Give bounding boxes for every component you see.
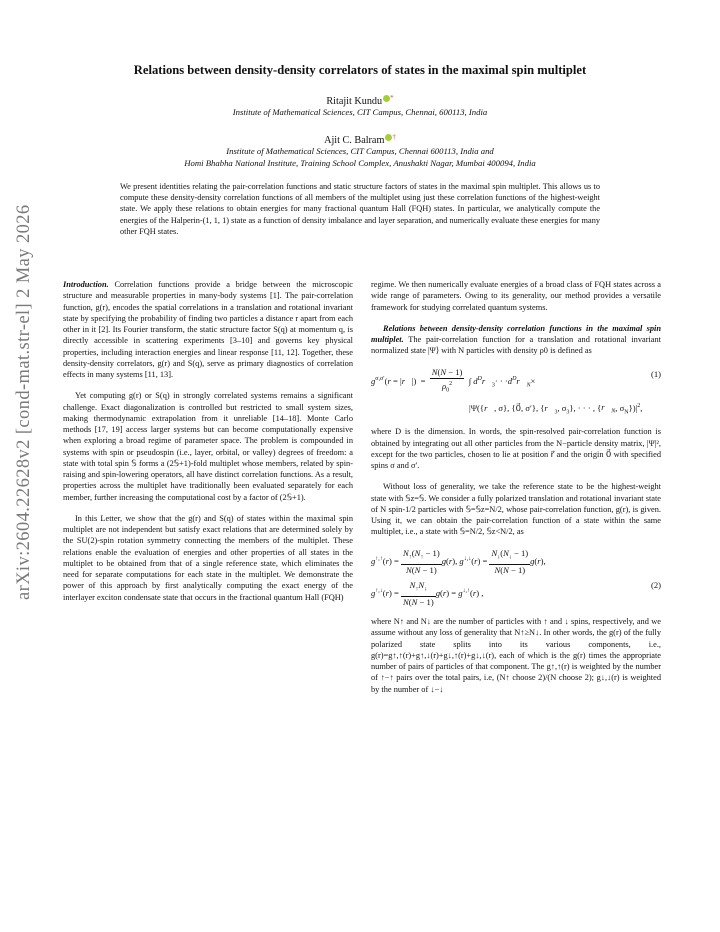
author-1-affiliation: Institute of Mathematical Sciences, CIT Campus, Chennai, 600113, India bbox=[232, 107, 488, 117]
abstract: We present identities relating the pair-correlation functions and static structure factors of states in the maximal spin multiplet. This allows us to compute these density-density correlation functions of all members of the multiplet using just these correlation functions of the highest-weight state. We apply these relations to obtain energies for many fractional quantum Hall (FQH) states. In particular, we analytically compute the energies of the Halperin-(1, 1, 1) state as a function of density imbalance and layer separation, and numerically evaluate these energies for many other FQH states. bbox=[120, 182, 600, 236]
author-2-marker: † bbox=[392, 133, 396, 141]
equation-1: $g^{\sigma,\sigma'}(r$ = |r⃗|) = $\frac{N(N - 1)}{\rho_0^2}$ ∫ $d^Dr⃗_3\cdot$ · $\cdot d^Dr⃗_N\times$ |Ψ({r⃗, σ}, {0⃗, σ′}, {$r⃗_3$, $\sigma_3$}, · · · , {$r⃗_N$, $\sigma_N\})|^2$, (1) bbox=[371, 366, 661, 416]
paragraph-3: In this Letter, we show that the g(r) and S(q) of states within the maximal spin multiplet are not independent but satisfy exact relations that are determined solely by the SU(2)-spin rotation symmetry connecting the members of the multiplet. These relations enable the evaluation of energies and other properties of all states in the multiplet to be obtained from that of a single reference state, which eliminates the need for separate computations for each state in the multiplet. We demonstrate the power of this approach by first analytically computing the exact energy of the interlayer exciton condensate state that occurs in the fractional quantum Hall (FQH) bbox=[63, 513, 353, 602]
section-text: The pair-correlation function for a translation and rotational invariant normalized state |Ψ⟩ with N particles with density ρ0 is defined as bbox=[371, 335, 662, 356]
section-lead-introduction: Introduction. bbox=[63, 280, 109, 289]
left-column bbox=[63, 279, 353, 613]
paragraph-after-eq2: where N↑ and N↓ are the number of particles with ↑ and ↓ spins, respectively, and we assume without any loss of generality that N↑≥N↓. In other words, the g(r) of the fully polarized state splits into its various components, i.e., g(r)=g↑,↑(r)+g↑,↓(r)+g↓,↑(r)+g↓,↓(r), each of which is the g(r) times the appropriate number of pairs of particles of that component. The g↑,↑(r) is weighted by the number of ↑−↑ pairs over the total pairs, i.e, (N↑ choose 2)/(N choose 2); g↓,↓(r) is weighted by the number of ↓−↓ bbox=[371, 617, 661, 694]
right-column bbox=[371, 279, 661, 705]
equation-1-number: (1) bbox=[650, 368, 661, 379]
equation-2: g↑,↑(r) = $\frac{N_↑(N_↑ - 1)}{N(N - 1)}$ g(r), g↓,↓(r) = $\frac{N_↓(N_↓ - 1)}{N(N - 1)}$ g(r), g↑,↓(r) = $\frac{N_↑N_↓}{N(N - 1)}$ g(r) = g↓,↑(r) , (2) bbox=[371, 547, 661, 607]
paragraph-general: Without loss of generality, we take the reference state to be the highest-weight state with 𝕊z=𝕊. We consider a fully polarized translation and rotational invariant state of N spin-1/2 particles with 𝕊=𝕊z=N/2, whose pair-correlation function, g(r), is given. Using it, we can obtain the pair-correlation function of a state within the same multiplet, i.e., a state with 𝕊=N/2, 𝕊z<N/2, as bbox=[371, 482, 661, 537]
intro-paragraph bbox=[63, 279, 353, 380]
paragraph-after-eq1: where D is the dimension. In words, the spin-resolved pair-correlation function is obtained by integrating out all other particles from the N−particle density matrix, |Ψ|², except for the two particles, chosen to lie at position r⃗ and the origin 0⃗ with specified spins σ and σ′. bbox=[371, 427, 661, 471]
author-2 bbox=[0, 133, 720, 146]
author-1 bbox=[0, 94, 720, 107]
section-paragraph bbox=[371, 323, 661, 357]
paragraph-2: Yet computing g(r) or S(q) in strongly correlated systems remains a significant challenge. Exact diagonalization is controlled but restricted to small system sizes, making thermodynamic extrapolation from it unreliable [14–18]. Monte Carlo methods [17, 19] access larger systems but can become computationally expensive when exploring a broad regime of parameter space. The problem is compounded in systems with spin or pseudospin (i.e., layer, orbital, or valley) degrees of freedom: a state with total spin 𝕊 forms a (2𝕊+1)-fold multiplet whose members, related by spin-raising and spin-lowering operators, all have distinct correlation functions. As a result, properties across the multiplet have traditionally been evaluated separately for each member, further increasing the computational cost by a factor of (2𝕊+1). bbox=[63, 391, 353, 502]
author-2-name: Ajit C. Balram bbox=[324, 135, 385, 146]
author-2-affiliation-1: Institute of Mathematical Sciences, CIT Campus, Chennai 600113, India and bbox=[226, 146, 494, 156]
paper-title: Relations between density-density correlators of states in the maximal spin multiplet bbox=[133, 63, 587, 77]
author-1-name: Ritajit Kundu bbox=[326, 96, 383, 107]
intro-text: Correlation functions provide a bridge between the microscopic structure and measurable properties in many-body systems [1]. The pair-correlation function, g(r), encodes the spatial correlations in a translation and rotational invariant state by specifying the probability of finding two particles a distance r apart from each other in it [2]. Its Fourier transform, the static structure factor S(q) at momentum q, is directly accessible in scattering experiments [3–10] and governs key physical properties, including interaction energies and linear response [11, 12]. Together, these density-density correlators, g(r) and S(q), serve as primary diagnostics of correlation effects in many systems [11, 13]. bbox=[63, 280, 353, 379]
arxiv-identifier: arXiv:2604.22628v2 [cond-mat.str-el] 2 May 2026 bbox=[14, 204, 34, 600]
author-2-affiliation-2: Homi Bhabha National Institute, Training School Complex, Anushakti Nagar, Mumbai 400094, India bbox=[184, 158, 536, 168]
equation-2-number: (2) bbox=[650, 579, 661, 590]
author-1-marker: * bbox=[390, 94, 394, 102]
section-lead-relations: Relations between density-density correlation functions in the maximal spin multiplet. bbox=[371, 323, 661, 344]
paragraph-regime: regime. We then numerically evaluate energies of a broad class of FQH states across a wide range of parameters. Owing to its generality, our method provides a versatile framework for studying correlated quantum systems. bbox=[371, 280, 661, 312]
